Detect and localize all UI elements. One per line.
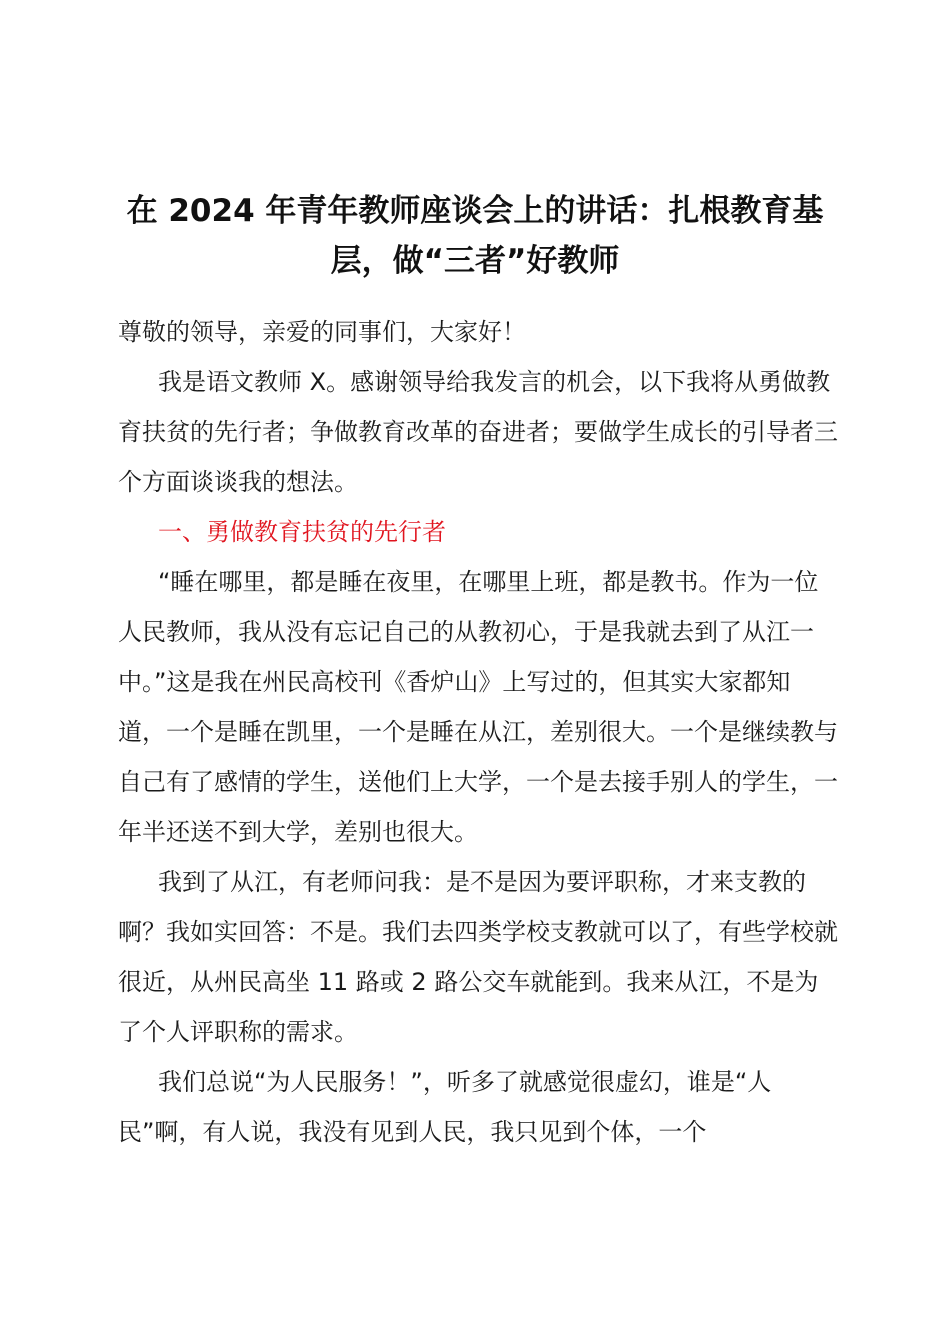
- document-body: [118, 307, 838, 1157]
- section-heading: 一、勇做教育扶贫的先行者: [158, 518, 446, 546]
- body-paragraph: “睡在哪里，都是睡在夜里，在哪里上班，都是教书。作为一位人民教师，我从没有忘记自己的从教初心，于是我就去到了从江一中。”这是我在州民高校刊《香炉山》上写过的，但其实大家都知道，一个是睡在凯里，一个是睡在从江，差别很大。一个是继续教与自己有了感情的学生，送他们上大学，一个是去接手别人的学生，一年半还送不到大学，差别也很大。: [118, 568, 838, 846]
- body-paragraph: 我们总说“为人民服务！”，听多了就感觉很虚幻，谁是“人民”啊，有人说，我没有见到人民，我只见到个体，一个: [118, 1068, 772, 1146]
- greeting-paragraph: 尊敬的领导，亲爱的同事们，大家好！: [118, 318, 526, 346]
- body-paragraph: 我到了从江，有老师问我：是不是因为要评职称，才来支教的啊？我如实回答：不是。我们去四类学校支教就可以了，有些学校就很近，从州民高坐 11 路或 2 路公交车就能到。我来从江，不是为了个人评职称的需求。: [118, 868, 838, 1046]
- document-title: 在 2024 年青年教师座谈会上的讲话：扎根教育基层，做“三者”好教师: [126, 193, 824, 279]
- intro-paragraph: 我是语文教师 X。感谢领导给我发言的机会，以下我将从勇做教育扶贫的先行者；争做教育改革的奋进者；要做学生成长的引导者三个方面谈谈我的想法。: [118, 368, 838, 496]
